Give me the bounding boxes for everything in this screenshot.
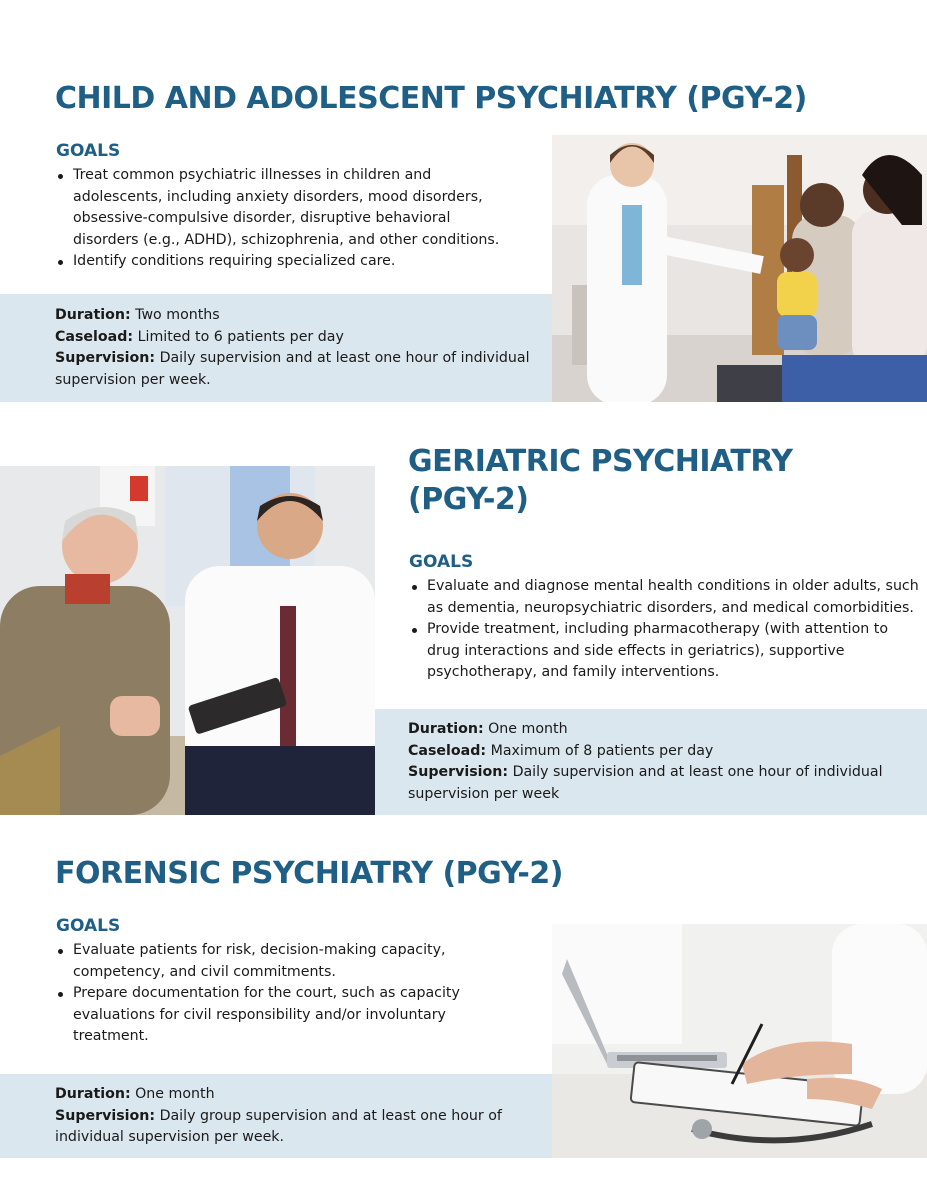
goal-item: Prepare documentation for the court, such as capacity evaluations for civil responsibility and/or involuntary treatment. bbox=[55, 983, 475, 1048]
supervision-line: Supervision: Daily supervision and at least one hour of individual supervision per week. bbox=[55, 350, 530, 388]
goals-list bbox=[55, 165, 515, 273]
duration-line: Duration: One month bbox=[408, 721, 568, 737]
caseload-line: Caseload: Limited to 6 patients per day bbox=[55, 328, 344, 345]
goal-item: Identify conditions requiring specialized care. bbox=[55, 251, 515, 273]
photo-doctor-writing-with-laptop bbox=[552, 924, 927, 1158]
photo-doctor-with-elderly-patient bbox=[0, 466, 375, 815]
rotation-details-box bbox=[0, 1074, 552, 1158]
rotation-details-box bbox=[375, 709, 927, 815]
section-title-geriatric: GERIATRIC PSYCHIATRY (PGY-2) bbox=[408, 444, 793, 517]
goals-heading: GOALS bbox=[56, 141, 121, 161]
goals-heading: GOALS bbox=[56, 916, 121, 936]
supervision-line: Supervision: Daily group supervision and at least one hour of individual supervision per week. bbox=[55, 1107, 502, 1146]
duration-line: Duration: Two months bbox=[55, 307, 220, 323]
rotation-details-box bbox=[0, 294, 552, 402]
photo-doctor-with-child-and-family bbox=[552, 135, 927, 402]
supervision-line: Supervision: Daily supervision and at least one hour of individual supervision per week bbox=[408, 764, 883, 802]
section-title-forensic: FORENSIC PSYCHIATRY (PGY-2) bbox=[55, 856, 563, 891]
goal-item: Evaluate and diagnose mental health conditions in older adults, such as dementia, neuropsychiatric disorders, and medical comorbidities. bbox=[409, 576, 921, 619]
goal-item: Provide treatment, including pharmacotherapy (with attention to drug interactions and side effects in geriatrics), supportive psychotherapy, and family interventions. bbox=[409, 619, 921, 684]
goals-heading: GOALS bbox=[409, 552, 474, 572]
duration-line: Duration: One month bbox=[55, 1086, 215, 1102]
goal-item: Evaluate patients for risk, decision-making capacity, competency, and civil commitments. bbox=[55, 940, 475, 983]
goal-item: Treat common psychiatric illnesses in children and adolescents, including anxiety disorders, mood disorders, obsessive-compulsive disorder, disruptive behavioral disorders (e.g., ADHD), schizophrenia, and other conditions. bbox=[55, 165, 515, 251]
section-title-child-adolescent: CHILD AND ADOLESCENT PSYCHIATRY (PGY-2) bbox=[55, 81, 807, 116]
goals-list bbox=[55, 940, 475, 1048]
caseload-line: Caseload: Maximum of 8 patients per day bbox=[408, 742, 714, 759]
goals-list bbox=[409, 576, 921, 684]
